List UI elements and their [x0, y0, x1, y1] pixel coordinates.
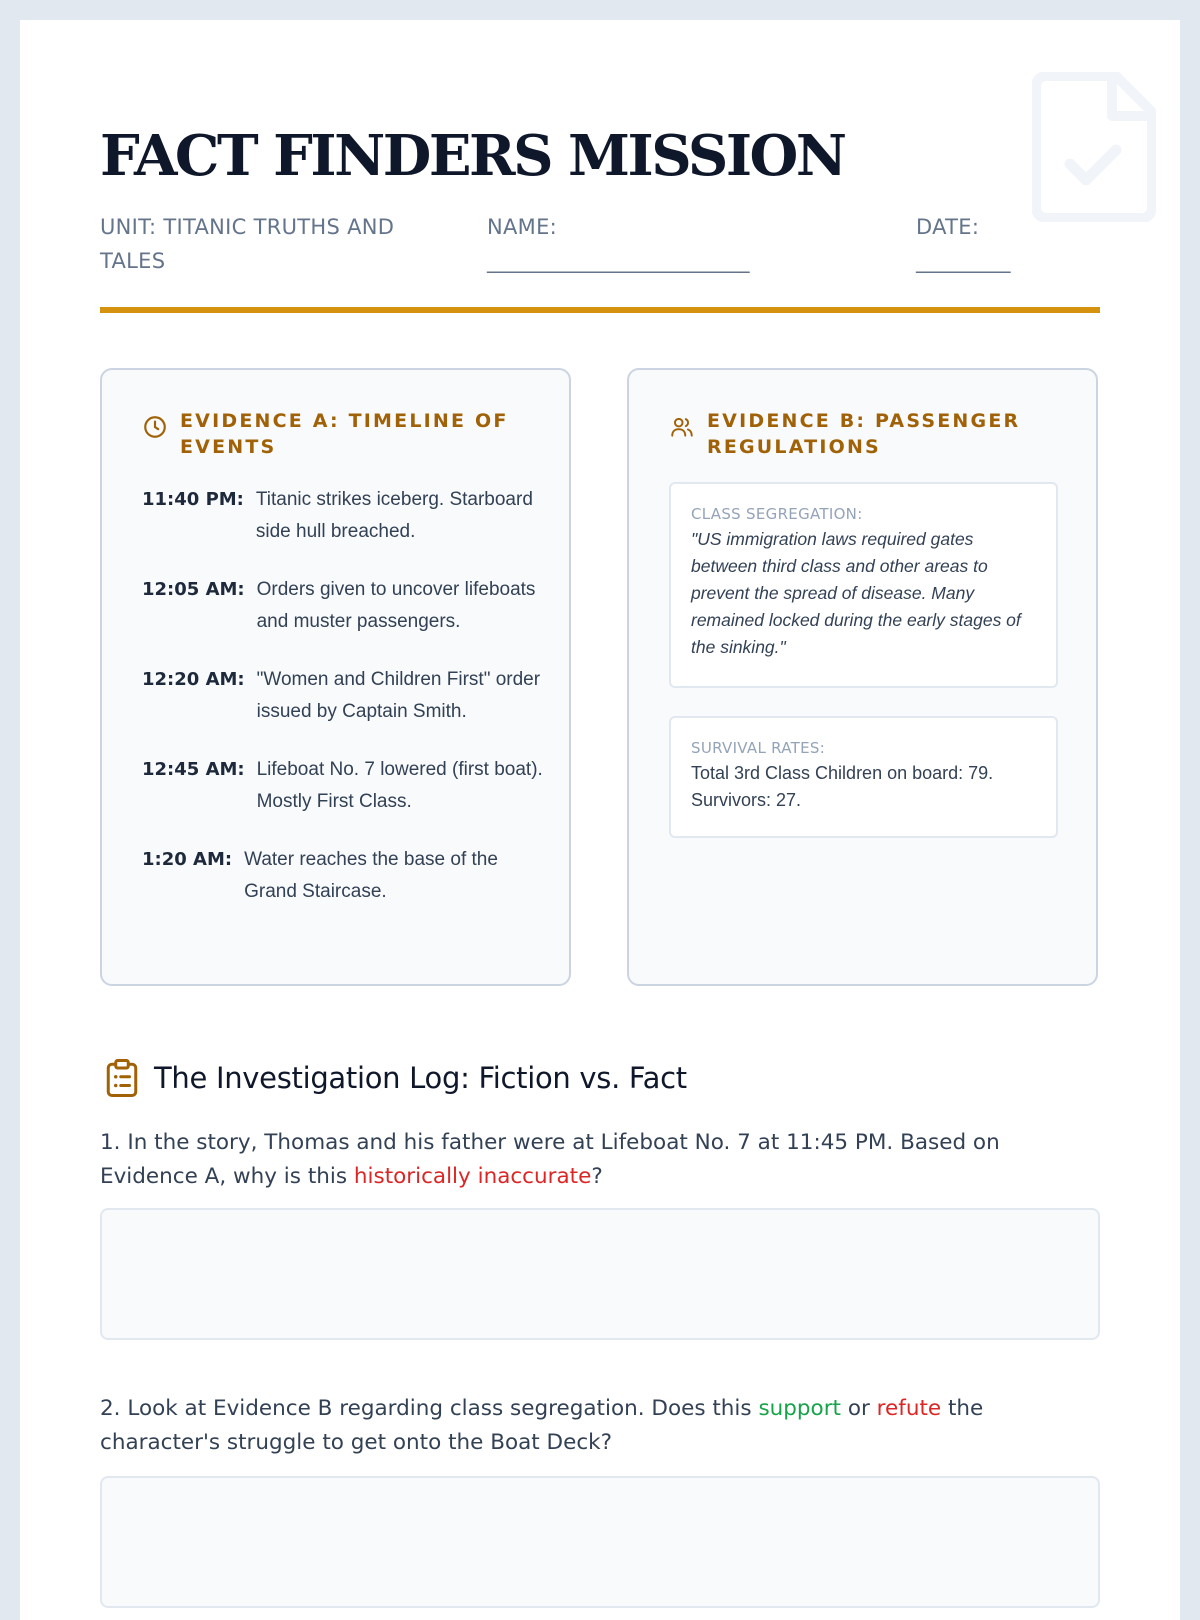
investigation-heading [104, 1058, 687, 1098]
clipboard-list-icon [104, 1058, 140, 1098]
evidence-a-card [100, 368, 571, 986]
class-segregation-box [669, 482, 1058, 688]
date-field[interactable] [916, 210, 1116, 278]
file-check-icon [1032, 72, 1156, 222]
worksheet-page [20, 20, 1180, 1620]
timeline-item [142, 664, 552, 728]
survival-rates-label: SURVIVAL RATES: [691, 739, 826, 757]
question-1-end: ? [591, 1164, 603, 1189]
timeline-text: Titanic strikes iceberg. Starboard side hull breached. [255, 489, 533, 542]
name-field[interactable] [487, 210, 827, 278]
unit-label: UNIT: TITANIC TRUTHS AND TALES [100, 215, 395, 273]
timeline-text: "Women and Children First" order issued by Captain Smith. [256, 669, 541, 722]
evidence-a-header [142, 408, 530, 460]
question-2-refute: refute [876, 1396, 942, 1421]
question-1-highlight: historically inaccurate [353, 1164, 592, 1189]
timeline-time: 12:45 AM: [142, 759, 245, 780]
date-blank-line: _________ [916, 249, 1011, 273]
question-2 [100, 1392, 1100, 1460]
investigation-title: The Investigation Log: Fiction vs. Fact [154, 1061, 687, 1095]
survival-rates-text: Total 3rd Class Children on board: 79. Survivors: 27. [691, 763, 994, 810]
answer-box-1[interactable] [100, 1208, 1100, 1340]
survival-rates-box [669, 716, 1058, 838]
timeline-item [142, 574, 552, 638]
evidence-b-header [669, 408, 1027, 460]
question-2-or: or [840, 1396, 877, 1421]
timeline-text: Orders given to uncover lifeboats and muster passengers. [256, 579, 536, 632]
clock-icon [142, 414, 168, 440]
page-title: FACT FINDERS MISSION [100, 123, 845, 189]
class-segregation-label: CLASS SEGREGATION: [691, 505, 863, 523]
timeline-item [142, 754, 552, 818]
class-segregation-quote: "US immigration laws required gates between third class and other areas to prevent the spread of disease. Many remained locked during the early stages of the sinking." [691, 529, 1021, 657]
evidence-b-title: EVIDENCE B: PASSENGER REGULATIONS [707, 410, 1021, 458]
timeline-time: 11:40 PM: [142, 489, 244, 510]
users-icon [669, 414, 695, 440]
timeline-time: 1:20 AM: [142, 849, 233, 870]
question-1-text: 1. In the story, Thomas and his father were at Lifeboat No. 7 at 11:45 PM. Based on Evidence A, why is this [100, 1130, 1000, 1189]
name-label: NAME: [487, 215, 558, 239]
question-2-support: support [758, 1396, 841, 1421]
name-blank-line: _________________________ [487, 249, 750, 273]
timeline-time: 12:05 AM: [142, 579, 245, 600]
timeline-text: Water reaches the base of the Grand Staircase. [244, 849, 498, 902]
date-label: DATE: [916, 215, 980, 239]
timeline-item [142, 844, 552, 908]
question-2-end: the character's struggle to get onto the Boat Deck? [100, 1396, 984, 1455]
timeline-time: 12:20 AM: [142, 669, 245, 690]
evidence-a-title: EVIDENCE A: TIMELINE OF EVENTS [180, 410, 509, 458]
evidence-b-card [627, 368, 1098, 986]
header-divider [100, 307, 1100, 313]
timeline-text: Lifeboat No. 7 lowered (first boat). Mostly First Class. [256, 759, 543, 812]
question-2-text: 2. Look at Evidence B regarding class segregation. Does this [100, 1396, 759, 1421]
timeline-item [142, 484, 552, 548]
answer-box-2[interactable] [100, 1476, 1100, 1608]
timeline-list [142, 484, 552, 934]
question-1 [100, 1126, 1100, 1194]
